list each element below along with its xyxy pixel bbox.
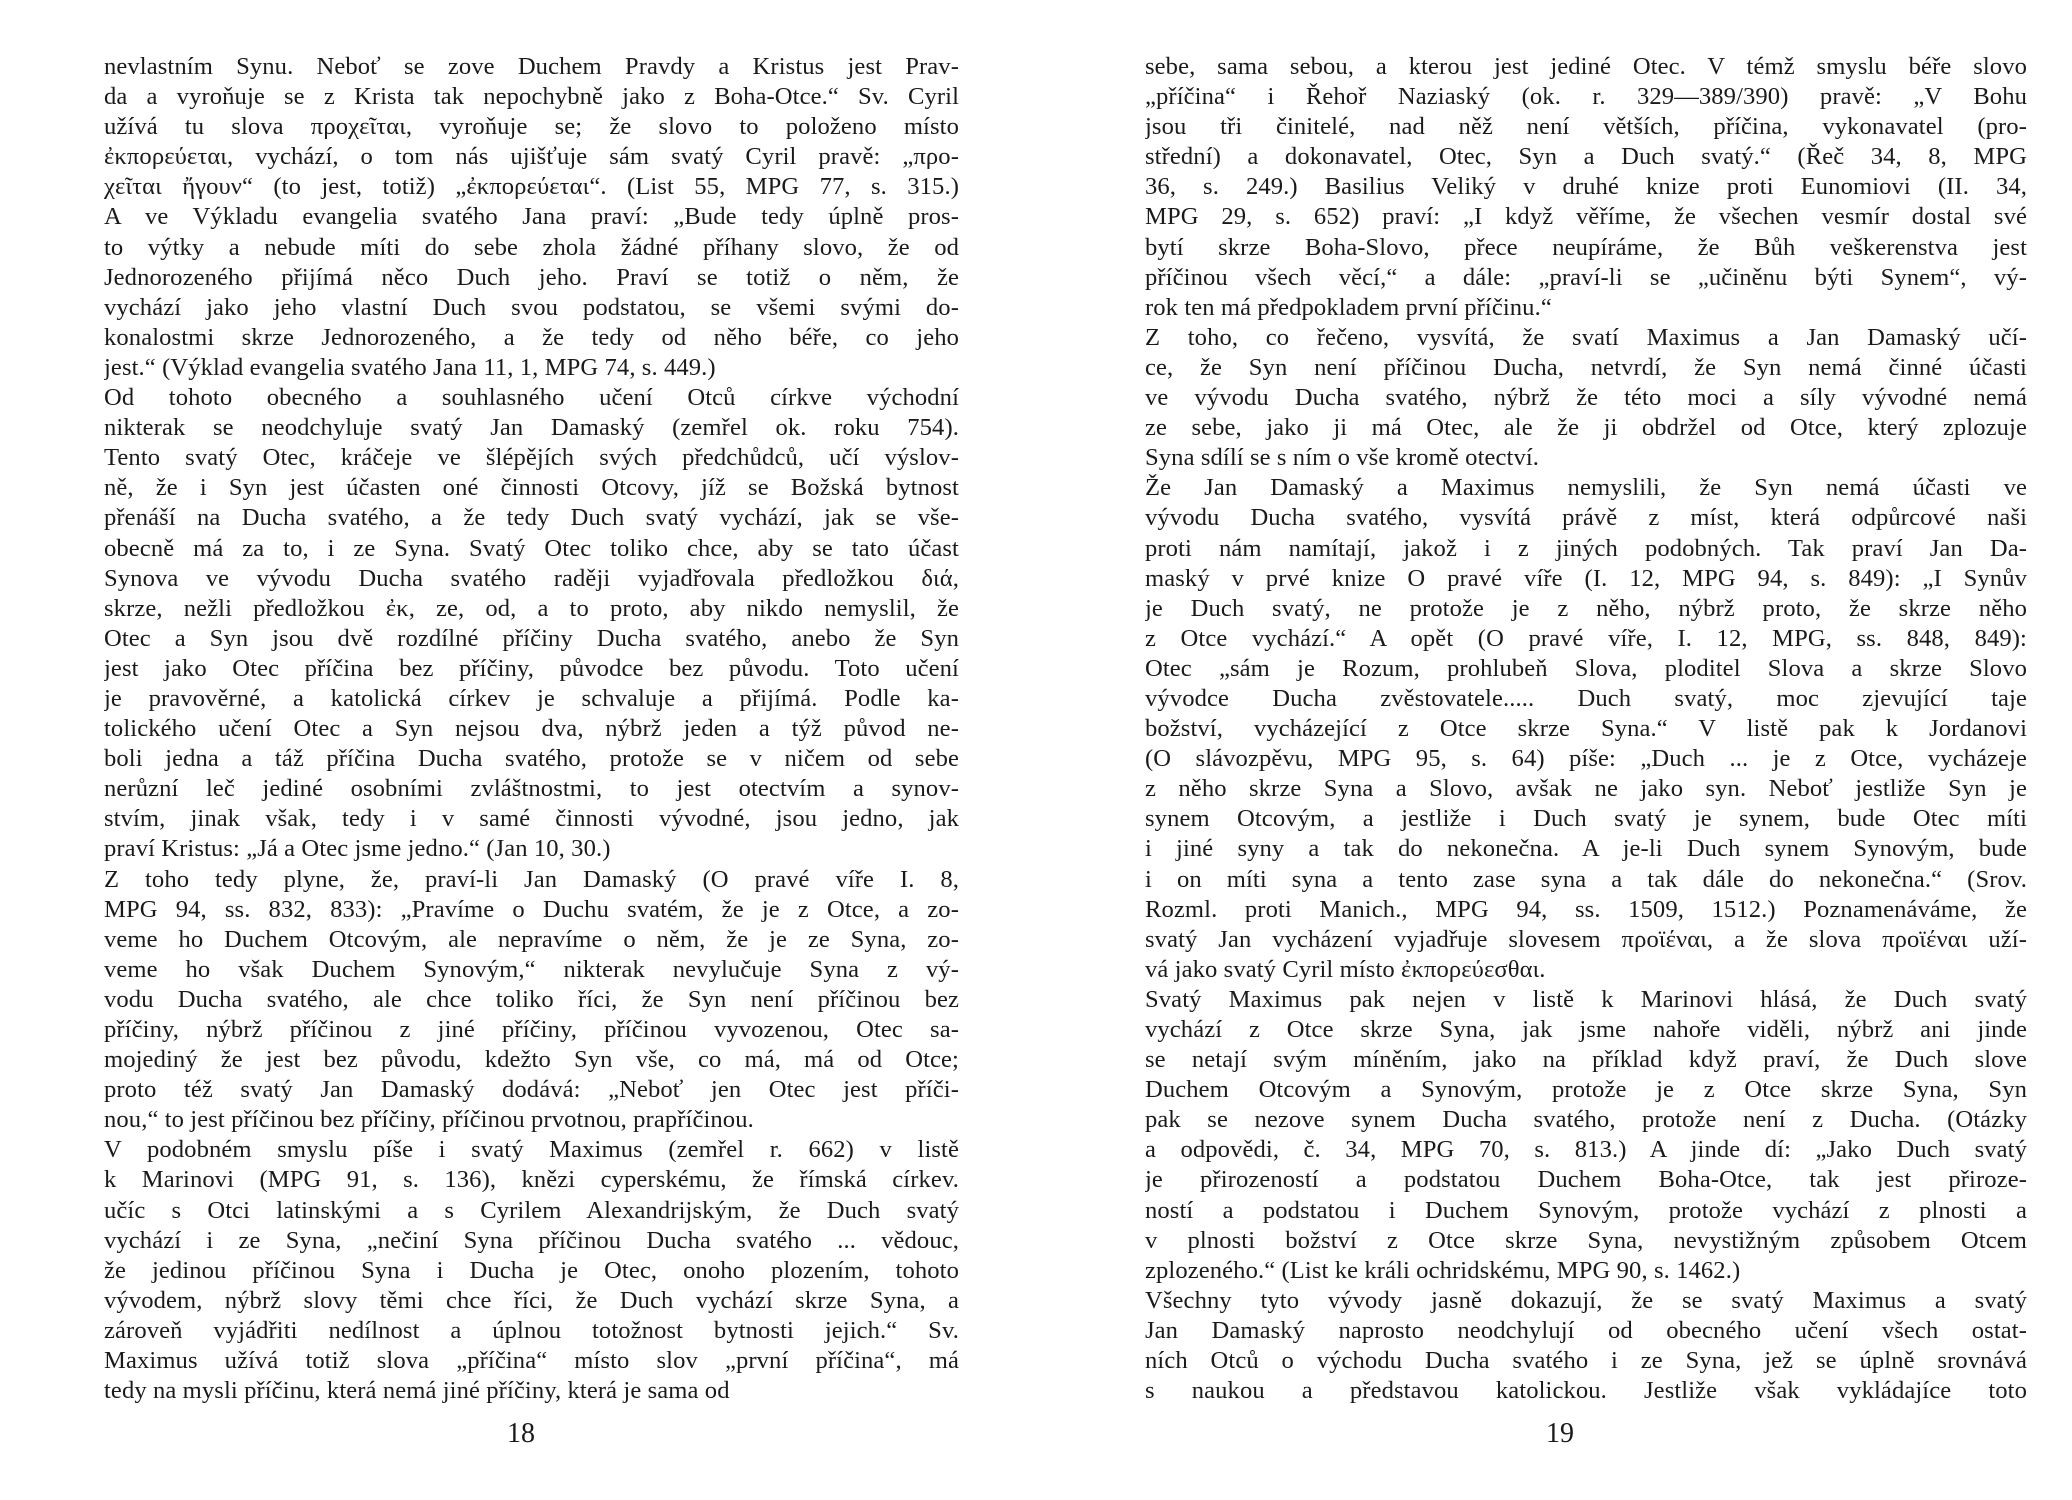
text-line: konalostmi skrze Jednorozeného, a že tedy od něho béře, co jeho: [104, 323, 959, 351]
text-line: sebe, sama sebou, a kterou jest jediné Otec. V témž smyslu béře slovo: [1145, 53, 2027, 80]
text-line: v plnosti božství z Otce skrze Syna, nevystižným způsobem Otcem: [1145, 1226, 2027, 1254]
text-line: tedy na mysli příčinu, která nemá jiné příčiny, která je sama od: [104, 1377, 730, 1405]
text-line: ze sebe, jako ji má Otec, ale že ji obdržel od Otce, který zplozuje: [1145, 414, 2027, 442]
text-line: zároveň vyjádřiti nedílnost a úplnou totožnost bytnosti jejich.“ Sv.: [104, 1316, 959, 1344]
text-line: mojediný že jest bez původu, kdežto Syn vše, co má, má od Otce;: [104, 1046, 959, 1074]
text-line: se netají svým míněním, jako na příklad když praví, že Duch slove: [1145, 1046, 2027, 1074]
text-line: synem Otcovým, a jestliže i Duch svatý je synem, bude Otec míti: [1145, 805, 2027, 833]
text-line: ních Otců o východu Ducha svatého i ze Syna, jež se úplně srovnává: [1145, 1347, 2027, 1375]
text-line: MPG 94, ss. 832, 833): „Pravíme o Duchu svatém, že je z Otce, a zo-: [104, 895, 959, 923]
text-line: přenáší na Ducha svatého, a že tedy Duch svatý vychází, jak se vše-: [104, 504, 959, 532]
text-line: stvím, jinak však, tedy i v samé činnosti vývodné, jsou jedno, jak: [104, 805, 959, 833]
text-line: nerůzní leč jediné osobními zvláštnostmi, to jest otectvím a synov-: [104, 775, 959, 803]
text-line: jest jako Otec příčina bez příčiny, původce bez původu. Toto učení: [104, 654, 959, 682]
text-line: učíc s Otci latinskými a s Cyrilem Alexandrijským, že Duch svatý: [104, 1196, 959, 1224]
text-line: praví Kristus: „Já a Otec jsme jedno.“ (Jan 10, 30.): [104, 835, 611, 863]
text-line: maský v prvé knize O pravé víře (I. 12, MPG 94, s. 849): „I Synův: [1145, 564, 2027, 592]
text-line: vývodce Ducha zvěstovatele..... Duch svatý, moc zjevující taje: [1145, 684, 2027, 712]
text-line: proti nám namítají, jakož i z jiných podobných. Tak praví Jan Da-: [1145, 534, 2027, 562]
text-line: střední) a dokonavatel, Otec, Syn a Duch svatý.“ (Řeč 34, 8, MPG: [1145, 143, 2027, 171]
text-line: i on míti syna a tento zase syna a tak dále do nekonečna.“ (Srov.: [1145, 865, 2027, 893]
text-line: vá jako svatý Cyril místo ἐκπορεύεσθαι.: [1145, 955, 1546, 983]
text-line: příčinou všech věcí,“ a dále: „praví-li se „učiněnu býti Synem“, vý-: [1145, 263, 2027, 291]
text-line: Otec „sám je Rozum, prohlubeň Slova, ploditel Slova a skrze Slovo: [1145, 654, 2027, 682]
text-line: tolického učení Otec a Syn nejsou dva, nýbrž jeden a týž původ ne-: [104, 715, 959, 743]
text-line: je pravověrné, a katolická církev je schvaluje a přijímá. Podle ka-: [104, 684, 959, 712]
text-line: Synova ve vývodu Ducha svatého raději vyjadřovala předložkou διά,: [104, 564, 959, 592]
text-line: zplozeného.“ (List ke králi ochridskému, MPG 90, s. 1462.): [1145, 1256, 1741, 1284]
text-line: jest.“ (Výklad evangelia svatého Jana 11, 1, MPG 74, s. 449.): [104, 353, 716, 381]
text-line: veme ho Duchem Otcovým, ale nepravíme o něm, že je ze Syna, zo-: [104, 925, 959, 953]
text-line: vývodu Ducha svatého, vysvítá právě z míst, která odpůrcové naši: [1145, 504, 2027, 532]
text-line: Jednorozeného přijímá něco Duch jeho. Praví se totiž o něm, že: [104, 263, 959, 291]
text-line: jsou tři činitelé, nad něž není větších, příčina, vykonavatel (pro-: [1145, 113, 2027, 141]
text-line: 36, s. 249.) Basilius Veliký v druhé knize proti Eunomiovi (II. 34,: [1145, 173, 2027, 201]
text-line: Otec a Syn jsou dvě rozdílné příčiny Ducha svatého, anebo že Syn: [104, 624, 959, 652]
text-line: ností a podstatou i Duchem Synovým, protože vychází z plnosti a: [1145, 1196, 2027, 1224]
text-line: Jan Damaský naprosto neodchylují od obecného učení všech ostat-: [1145, 1316, 2027, 1344]
text-line: ve vývodu Ducha svatého, nýbrž že této moci a síly vývodné nemá: [1145, 384, 2027, 412]
text-line: je Duch svatý, ne protože je z něho, nýbrž proto, že skrze něho: [1145, 594, 2027, 622]
text-line: vychází jako jeho vlastní Duch svou podstatou, se všemi svými do-: [104, 293, 959, 321]
text-line: Maximus užívá totiž slova „příčina“ místo slov „první příčina“, má: [104, 1347, 959, 1375]
text-line: Duchem Otcovým a Synovým, protože je z Otce skrze Syna, Syn: [1145, 1076, 2027, 1104]
text-line: Z toho tedy plyne, že, praví-li Jan Damaský (O pravé víře I. 8,: [104, 865, 959, 893]
text-line: Svatý Maximus pak nejen v listě k Marinovi hlásá, že Duch svatý: [1145, 985, 2027, 1013]
text-line: proto též svatý Jan Damaský dodává: „Neboť jen Otec jest příči-: [104, 1076, 959, 1104]
text-line: bytí skrze Boha-Slovo, přece neupíráme, že Bůh veškerenstva jest: [1145, 233, 2027, 261]
right-page-number: 19: [1546, 1418, 1574, 1449]
text-line: da a vyroňuje se z Krista tak nepochybně jako z Boha-Otce.“ Sv. Cyril: [104, 83, 959, 111]
text-line: k Marinovi (MPG 91, s. 136), knězi cyperskému, že římská církev.: [104, 1166, 959, 1194]
text-line: že jedinou příčinou Syna i Ducha je Otec, onoho plozením, tohoto: [104, 1256, 959, 1284]
text-line: Že Jan Damaský a Maximus nemyslili, že Syn nemá účasti ve: [1145, 474, 2027, 502]
text-line: vychází z Otce skrze Syna, jak jsme nahoře viděli, nýbrž ani jinde: [1145, 1016, 2027, 1043]
text-line: vývodem, nýbrž slovy těmi chce říci, že Duch vychází skrze Syna, a: [104, 1286, 959, 1314]
text-line: MPG 29, s. 652) praví: „I když věříme, že všechen vesmír dostal své: [1145, 203, 2027, 231]
text-line: Syna sdílí se s ním o vše kromě otectví.: [1145, 444, 1540, 472]
text-line: nevlastním Synu. Neboť se zove Duchem Pravdy a Kristus jest Prav-: [104, 53, 959, 80]
text-line: nikterak se neodchyluje svatý Jan Damaský (zemřel ok. roku 754).: [104, 414, 959, 442]
text-line: je přirozeností a podstatou Duchem Boha-Otce, tak jest přiroze-: [1145, 1166, 2027, 1194]
text-line: s naukou a představou katolickou. Jestliže však vykládajíce toto: [1145, 1377, 2027, 1405]
text-line: Všechny tyto vývody jasně dokazují, že se svatý Maximus a svatý: [1145, 1286, 2027, 1314]
text-line: ce, že Syn není příčinou Ducha, netvrdí, že Syn nemá činné účasti: [1145, 353, 2027, 381]
text-line: to výtky a nebude míti do sebe zhola žádné příhany slovo, že od: [104, 233, 959, 261]
text-line: ἐκπορεύεται, vychází, o tom nás ujišťuje sám svatý Cyril pravě: „προ-: [104, 143, 959, 171]
text-line: Rozml. proti Manich., MPG 94, ss. 1509, 1512.) Poznamenáváme, že: [1145, 895, 2027, 923]
text-line: svatý Jan vycházení vyjadřuje slovesem προϊέναι, a že slova προϊέναι uží-: [1145, 925, 2027, 953]
text-line: A ve Výkladu evangelia svatého Jana praví: „Bude tedy úplně pros-: [104, 203, 959, 231]
text-line: nou,“ to jest příčinou bez příčiny, příčinou prvotnou, prapříčinou.: [104, 1106, 754, 1134]
text-line: χεῖται ἤγουν“ (to jest, totiž) „ἐκπορεύεται“. (List 55, MPG 77, s. 315.): [104, 173, 959, 201]
text-line: obecně má za to, i ze Syna. Svatý Otec toliko chce, aby se tato účast: [104, 534, 959, 562]
text-line: z něho skrze Syna a Slovo, avšak ne jako syn. Neboť jestliže Syn je: [1145, 775, 2027, 803]
text-line: „příčina“ i Řehoř Naziaský (ok. r. 329—389/390) pravě: „V Bohu: [1145, 83, 2027, 111]
text-line: ně, že i Syn jest účasten oné činnosti Otcovy, jíž se Božská bytnost: [104, 474, 959, 502]
text-line: a odpovědi, č. 34, MPG 70, s. 813.) A jinde dí: „Jako Duch svatý: [1145, 1136, 2027, 1164]
right-page: [1036, 0, 2072, 1500]
text-line: V podobném smyslu píše i svatý Maximus (zemřel r. 662) v listě: [104, 1136, 959, 1164]
text-line: Tento svatý Otec, kráčeje ve šlépějích svých předchůdců, učí výslov-: [104, 444, 959, 472]
text-line: (O slávozpěvu, MPG 95, s. 64) píše: „Duch ... je z Otce, vycházeje: [1145, 745, 2027, 773]
left-page-number: 18: [507, 1418, 535, 1449]
text-line: rok ten má předpokladem první příčinu.“: [1145, 293, 1552, 321]
text-line: skrze, nežli předložkou ἐκ, ze, od, a to proto, aby nikdo nemyslil, že: [104, 594, 959, 622]
text-line: Z toho, co řečeno, vysvítá, že svatí Maximus a Jan Damaský učí-: [1145, 323, 2027, 351]
text-line: i jiné syny a tak do nekonečna. A je-li Duch synem Synovým, bude: [1145, 835, 2027, 863]
left-page-body-text: [104, 52, 959, 1406]
text-line: božství, vycházející z Otce skrze Syna.“ V listě pak k Jordanovi: [1145, 715, 2027, 743]
right-page-body-text: [1145, 52, 2027, 1406]
text-line: pak se nezove synem Ducha svatého, protože není z Ducha. (Otázky: [1145, 1106, 2027, 1134]
text-line: vodu Ducha svatého, ale chce toliko říci, že Syn není příčinou bez: [104, 985, 959, 1013]
text-line: vychází i ze Syna, „nečiní Syna příčinou Ducha svatého ... vědouc,: [104, 1226, 959, 1254]
text-line: z Otce vychází.“ A opět (O pravé víře, I. 12, MPG, ss. 848, 849):: [1145, 624, 2027, 652]
text-line: Od tohoto obecného a souhlasného učení Otců církve východní: [104, 384, 959, 412]
text-line: příčiny, nýbrž příčinou z jiné příčiny, příčinou vyvozenou, Otec sa-: [104, 1016, 959, 1043]
text-line: užívá tu slova προχεῖται, vyroňuje se; že slovo to položeno místo: [104, 113, 959, 141]
text-line: veme ho však Duchem Synovým,“ nikterak nevylučuje Syna z vý-: [104, 955, 959, 983]
text-line: boli jedna a táž příčina Ducha svatého, protože se v ničem od sebe: [104, 745, 959, 773]
